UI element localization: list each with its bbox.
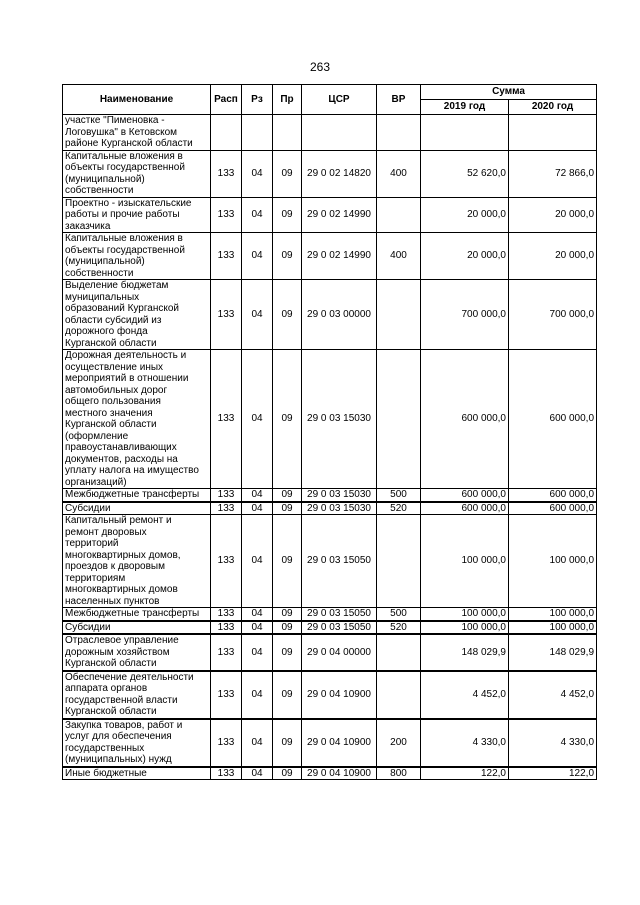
cell-y2020: 148 029,9 — [509, 634, 597, 671]
cell-pr: 09 — [273, 233, 302, 280]
header-csr: ЦСР — [302, 85, 377, 115]
cell-rz: 04 — [242, 621, 273, 635]
cell-rasp: 133 — [211, 280, 242, 350]
cell-vr — [377, 280, 421, 350]
cell-csr: 29 0 02 14990 — [302, 233, 377, 280]
cell-csr: 29 0 03 15030 — [302, 502, 377, 515]
cell-name: Иные бюджетные — [63, 767, 211, 780]
table-row — [63, 233, 597, 280]
cell-rasp: 133 — [211, 233, 242, 280]
cell-csr: 29 0 03 00000 — [302, 280, 377, 350]
cell-name: Закупка товаров, работ и услуг для обеспечения государственных (муниципальных) нужд — [63, 719, 211, 767]
table-row — [63, 280, 597, 350]
cell-rasp: 133 — [211, 150, 242, 197]
cell-rz: 04 — [242, 502, 273, 515]
cell-y2019: 122,0 — [421, 767, 509, 780]
table-body — [63, 115, 597, 780]
header-vr: ВР — [377, 85, 421, 115]
cell-pr: 09 — [273, 197, 302, 233]
cell-y2019 — [421, 115, 509, 151]
cell-pr: 09 — [273, 719, 302, 767]
cell-y2020: 600 000,0 — [509, 350, 597, 489]
cell-rz: 04 — [242, 489, 273, 502]
cell-name: Отраслевое управление дорожным хозяйством Курганской области — [63, 634, 211, 671]
cell-rz: 04 — [242, 671, 273, 719]
cell-vr — [377, 197, 421, 233]
cell-y2020: 600 000,0 — [509, 489, 597, 502]
cell-rasp: 133 — [211, 671, 242, 719]
cell-pr — [273, 115, 302, 151]
header-rasp: Расп — [211, 85, 242, 115]
cell-csr: 29 0 03 15030 — [302, 350, 377, 489]
cell-y2020: 700 000,0 — [509, 280, 597, 350]
cell-y2019: 4 330,0 — [421, 719, 509, 767]
header-2019: 2019 год — [421, 100, 509, 115]
cell-y2019: 100 000,0 — [421, 608, 509, 621]
cell-y2019: 600 000,0 — [421, 350, 509, 489]
table-row — [63, 489, 597, 502]
table-row — [63, 502, 597, 515]
cell-rz: 04 — [242, 515, 273, 608]
cell-y2019: 20 000,0 — [421, 197, 509, 233]
cell-y2019: 20 000,0 — [421, 233, 509, 280]
cell-y2020: 20 000,0 — [509, 197, 597, 233]
cell-name: Проектно - изыскательские работы и прочие работы заказчика — [63, 197, 211, 233]
table-row — [63, 608, 597, 621]
cell-csr: 29 0 03 15050 — [302, 621, 377, 635]
cell-rasp: 133 — [211, 634, 242, 671]
cell-vr — [377, 515, 421, 608]
cell-rz: 04 — [242, 767, 273, 780]
table-row — [63, 197, 597, 233]
cell-vr — [377, 671, 421, 719]
budget-table — [62, 84, 597, 780]
cell-rz: 04 — [242, 150, 273, 197]
table-row — [63, 150, 597, 197]
cell-y2019: 4 452,0 — [421, 671, 509, 719]
cell-vr: 520 — [377, 502, 421, 515]
cell-rz: 04 — [242, 608, 273, 621]
table-row — [63, 671, 597, 719]
cell-pr: 09 — [273, 621, 302, 635]
cell-y2020: 100 000,0 — [509, 621, 597, 635]
cell-y2019: 600 000,0 — [421, 489, 509, 502]
cell-pr: 09 — [273, 767, 302, 780]
cell-vr: 200 — [377, 719, 421, 767]
header-2020: 2020 год — [509, 100, 597, 115]
cell-rz: 04 — [242, 634, 273, 671]
table-row — [63, 621, 597, 635]
cell-csr: 29 0 02 14990 — [302, 197, 377, 233]
cell-rasp: 133 — [211, 608, 242, 621]
cell-vr: 500 — [377, 489, 421, 502]
cell-name: Капитальные вложения в объекты государственной (муниципальной) собственности — [63, 150, 211, 197]
cell-rasp — [211, 115, 242, 151]
cell-rasp: 133 — [211, 502, 242, 515]
cell-vr: 400 — [377, 233, 421, 280]
header-rz: Рз — [242, 85, 273, 115]
cell-y2019: 100 000,0 — [421, 515, 509, 608]
cell-name: Межбюджетные трансферты — [63, 608, 211, 621]
cell-rasp: 133 — [211, 489, 242, 502]
cell-rz: 04 — [242, 197, 273, 233]
cell-name: Выделение бюджетам муниципальных образований Курганской области субсидий из дорожного фонда Курганской области — [63, 280, 211, 350]
cell-name: Капитальный ремонт и ремонт дворовых территорий многоквартирных домов, проездов к дворовым территориям многоквартирных домов населенных пунктов — [63, 515, 211, 608]
cell-pr: 09 — [273, 150, 302, 197]
cell-y2019: 600 000,0 — [421, 502, 509, 515]
cell-rz: 04 — [242, 233, 273, 280]
cell-name: Субсидии — [63, 621, 211, 635]
cell-pr: 09 — [273, 280, 302, 350]
cell-rasp: 133 — [211, 621, 242, 635]
cell-y2020: 122,0 — [509, 767, 597, 780]
table-row — [63, 719, 597, 767]
cell-vr — [377, 634, 421, 671]
header-sum: Сумма — [421, 85, 597, 100]
cell-rasp: 133 — [211, 767, 242, 780]
table-row — [63, 634, 597, 671]
page-number: 263 — [309, 60, 331, 74]
cell-y2020 — [509, 115, 597, 151]
cell-csr: 29 0 04 00000 — [302, 634, 377, 671]
cell-y2020: 100 000,0 — [509, 515, 597, 608]
cell-y2019: 52 620,0 — [421, 150, 509, 197]
cell-y2020: 72 866,0 — [509, 150, 597, 197]
cell-pr: 09 — [273, 634, 302, 671]
cell-rasp: 133 — [211, 515, 242, 608]
table-row — [63, 350, 597, 489]
cell-name: Обеспечение деятельности аппарата органов государственной власти Курганской области — [63, 671, 211, 719]
cell-pr: 09 — [273, 671, 302, 719]
cell-vr: 500 — [377, 608, 421, 621]
cell-pr: 09 — [273, 515, 302, 608]
table-row — [63, 115, 597, 151]
cell-pr: 09 — [273, 489, 302, 502]
cell-name: Дорожная деятельность и осуществление иных мероприятий в отношении автомобильных дорог общего пользования местного значения Курганской области (оформление правоустанавливающих документов, расходы на уплату налога на имущество организаций) — [63, 350, 211, 489]
cell-csr: 29 0 03 15050 — [302, 515, 377, 608]
cell-vr: 800 — [377, 767, 421, 780]
cell-vr — [377, 350, 421, 489]
cell-y2020: 4 330,0 — [509, 719, 597, 767]
cell-rasp: 133 — [211, 350, 242, 489]
cell-csr: 29 0 04 10900 — [302, 671, 377, 719]
header-pr: Пр — [273, 85, 302, 115]
cell-csr: 29 0 04 10900 — [302, 767, 377, 780]
cell-y2020: 20 000,0 — [509, 233, 597, 280]
cell-pr: 09 — [273, 502, 302, 515]
cell-vr — [377, 115, 421, 151]
cell-csr: 29 0 04 10900 — [302, 719, 377, 767]
cell-rz: 04 — [242, 280, 273, 350]
cell-y2020: 100 000,0 — [509, 608, 597, 621]
cell-csr: 29 0 02 14820 — [302, 150, 377, 197]
cell-rz — [242, 115, 273, 151]
cell-rasp: 133 — [211, 719, 242, 767]
header-name: Наименование — [63, 85, 211, 115]
cell-y2019: 700 000,0 — [421, 280, 509, 350]
cell-y2019: 100 000,0 — [421, 621, 509, 635]
cell-name: Субсидии — [63, 502, 211, 515]
cell-csr: 29 0 03 15050 — [302, 608, 377, 621]
cell-y2019: 148 029,9 — [421, 634, 509, 671]
cell-name: участке "Пименовка - Логовушка" в Кетовском районе Курганской области — [63, 115, 211, 151]
cell-pr: 09 — [273, 350, 302, 489]
cell-name: Капитальные вложения в объекты государственной (муниципальной) собственности — [63, 233, 211, 280]
cell-vr: 400 — [377, 150, 421, 197]
cell-y2020: 4 452,0 — [509, 671, 597, 719]
cell-csr — [302, 115, 377, 151]
table-row — [63, 767, 597, 780]
cell-y2020: 600 000,0 — [509, 502, 597, 515]
cell-name: Межбюджетные трансферты — [63, 489, 211, 502]
table-row — [63, 515, 597, 608]
cell-csr: 29 0 03 15030 — [302, 489, 377, 502]
cell-pr: 09 — [273, 608, 302, 621]
cell-rasp: 133 — [211, 197, 242, 233]
cell-rz: 04 — [242, 719, 273, 767]
cell-rz: 04 — [242, 350, 273, 489]
cell-vr: 520 — [377, 621, 421, 635]
